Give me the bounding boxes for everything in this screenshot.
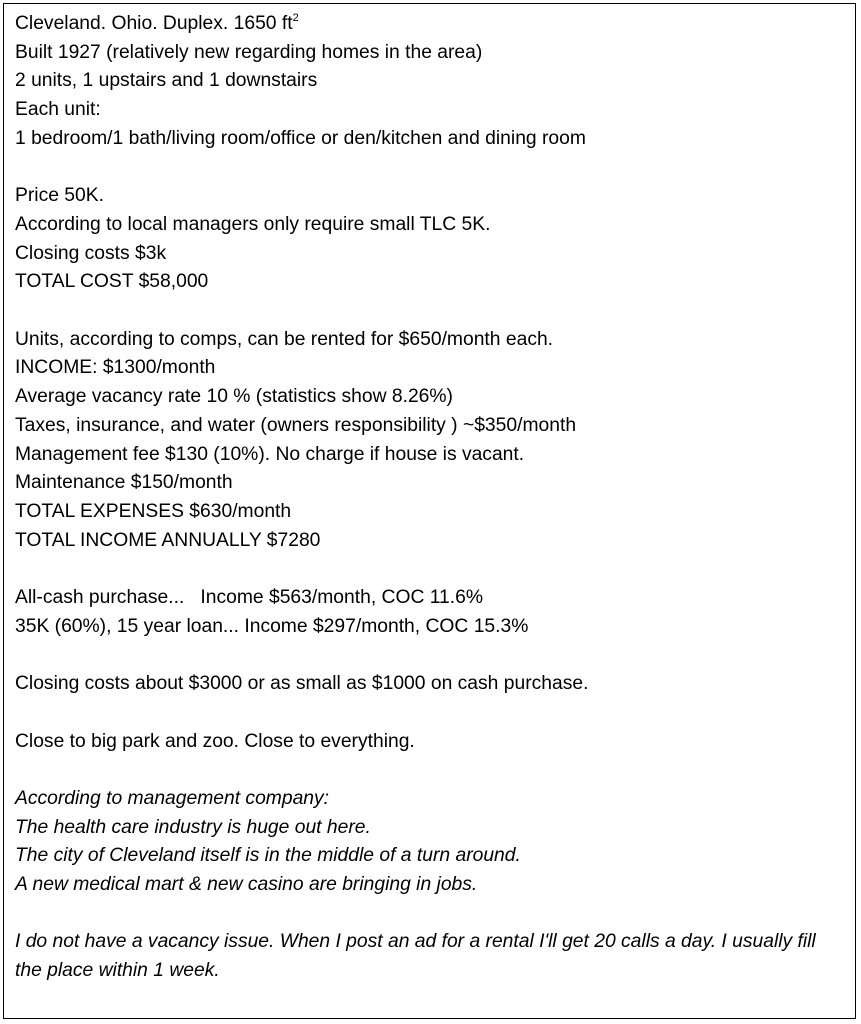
area-unit-superscript: 2 xyxy=(292,12,299,24)
management-company-line-3: A new medical mart & new casino are bringing in jobs. xyxy=(15,874,478,895)
spacer xyxy=(15,154,845,183)
closing-cost: Closing costs $3k xyxy=(15,242,167,264)
document-body xyxy=(15,10,845,986)
property-built: Built 1927 (relatively new regarding homes in the area) xyxy=(15,41,483,63)
price: Price 50K. xyxy=(15,185,104,207)
tlc-cost: According to local managers only require small TLC 5K. xyxy=(15,213,491,235)
management-company-line-2: The city of Cleveland itself is in the middle of a turn around. xyxy=(15,845,521,867)
total-expenses: TOTAL EXPENSES $630/month xyxy=(15,500,292,522)
maintenance-cost: Maintenance $150/month xyxy=(15,472,233,494)
spacer xyxy=(15,555,845,584)
closing-note: Closing costs about $3000 or as small as $1000 on cash purchase. xyxy=(15,673,589,695)
spacer xyxy=(15,641,845,670)
total-income-annual: TOTAL INCOME ANNUALLY $7280 xyxy=(15,529,321,551)
management-company-heading: According to management company: xyxy=(15,787,330,809)
each-unit-label: Each unit: xyxy=(15,99,101,121)
spacer xyxy=(15,900,845,929)
each-unit-layout: 1 bedroom/1 bath/living room/office or den/kitchen and dining room xyxy=(15,127,586,149)
vacancy-quote: I do not have a vacancy issue. When I post an ad for a rental I'll get 20 calls a day. I usually fill the place within 1 week. xyxy=(15,931,816,982)
spacer xyxy=(15,699,845,728)
property-location: Cleveland. Ohio. Duplex. 1650 ft xyxy=(15,13,293,34)
loan-scenario: 35K (60%), 15 year loan... Income $297/month, COC 15.3% xyxy=(15,615,529,637)
spacer xyxy=(15,756,845,785)
taxes-insurance-water: Taxes, insurance, and water (owners responsibility ) ~$350/month xyxy=(15,414,577,436)
property-units: 2 units, 1 upstairs and 1 downstairs xyxy=(15,70,318,92)
all-cash-scenario: All-cash purchase... Income $563/month, COC 11.6% xyxy=(15,587,483,609)
rent-estimate: Units, according to comps, can be rented for $650/month each. xyxy=(15,328,554,350)
vacancy-rate: Average vacancy rate 10 % (statistics show 8.26%) xyxy=(15,386,453,408)
monthly-income: INCOME: $1300/month xyxy=(15,357,216,379)
total-cost: TOTAL COST $58,000 xyxy=(15,271,209,293)
property-location-line xyxy=(15,10,845,39)
document-frame xyxy=(3,3,856,1019)
management-company-line-1: The health care industry is huge out here. xyxy=(15,816,371,838)
spacer xyxy=(15,297,845,326)
management-fee: Management fee $130 (10%). No charge if house is vacant. xyxy=(15,443,525,465)
location-note: Close to big park and zoo. Close to everything. xyxy=(15,730,415,752)
